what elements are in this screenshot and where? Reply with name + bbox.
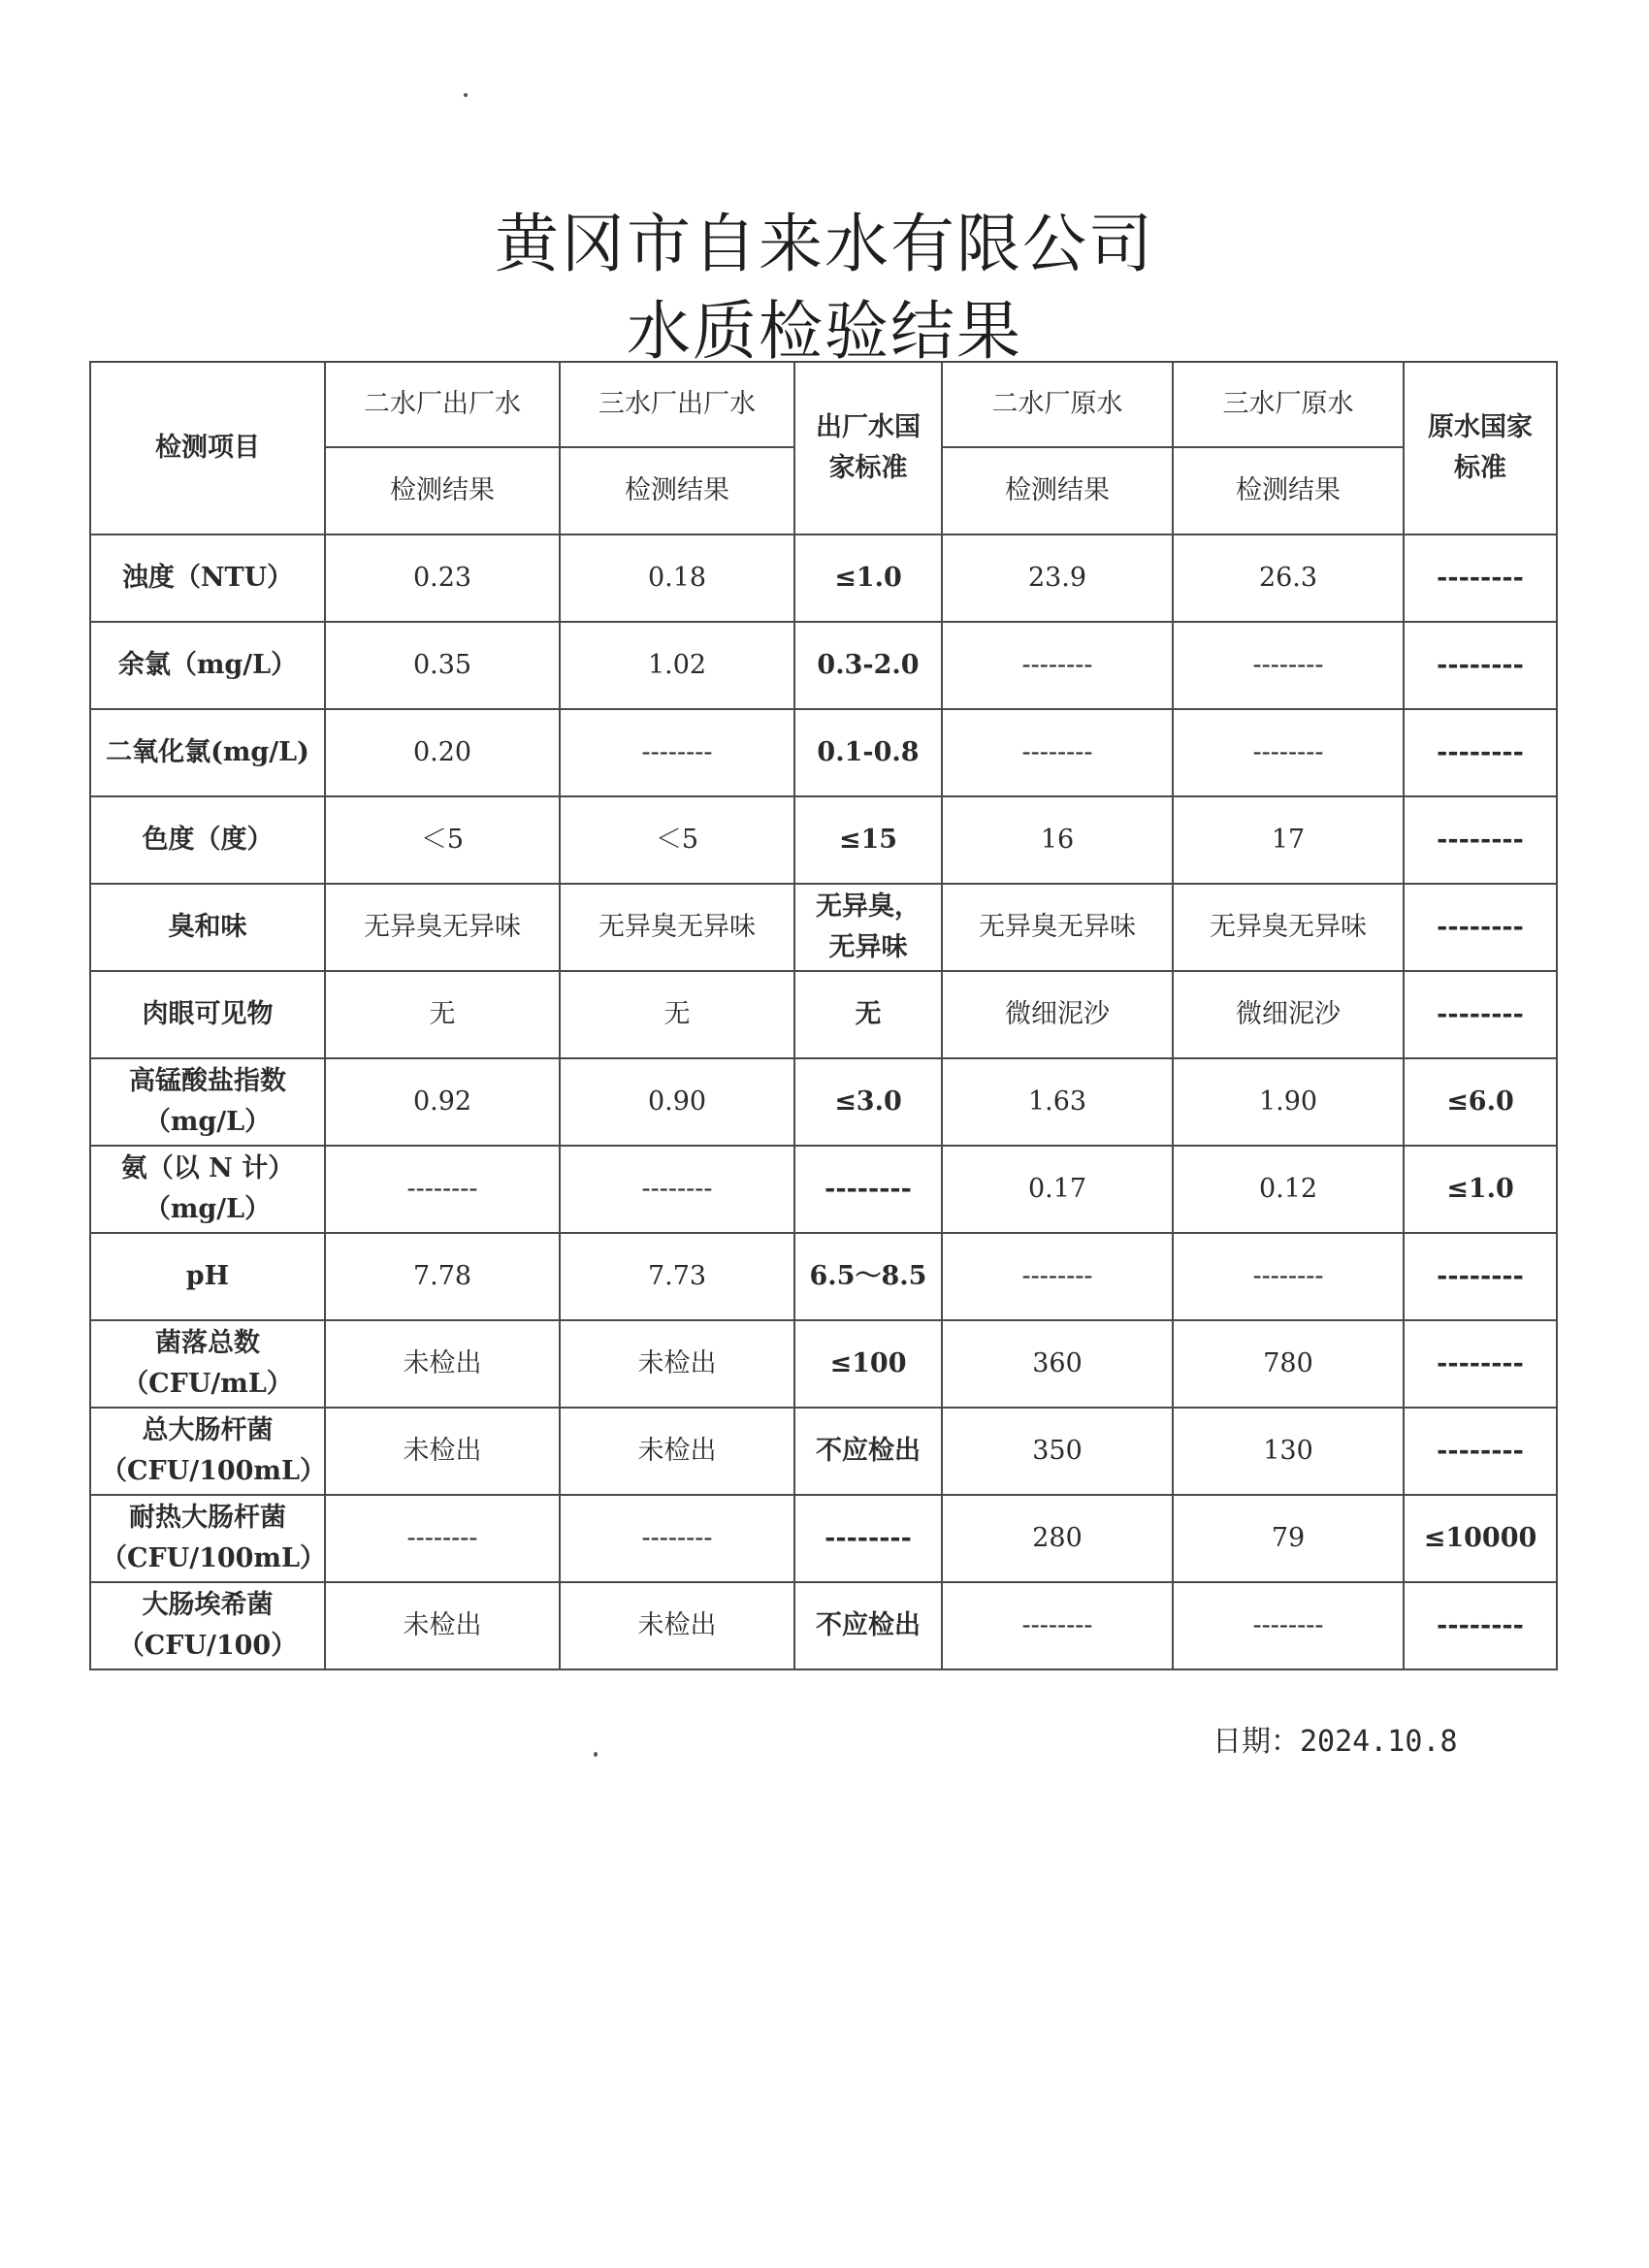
cell-raw-standard: -------- bbox=[1404, 622, 1557, 709]
row-item: 二氧化氯(mg/L) bbox=[90, 709, 325, 796]
cell-plant2-out: 0.20 bbox=[325, 709, 560, 796]
row-item: 高锰酸盐指数（mg/L） bbox=[90, 1058, 325, 1146]
cell-out-standard: 0.3-2.0 bbox=[794, 622, 942, 709]
cell-plant2-out: 未检出 bbox=[325, 1408, 560, 1495]
row-item: 氨（以 N 计）（mg/L） bbox=[90, 1146, 325, 1233]
cell-plant3-out: 无 bbox=[560, 971, 794, 1058]
cell-plant3-out: -------- bbox=[560, 709, 794, 796]
cell-plant3-raw: 79 bbox=[1173, 1495, 1404, 1582]
header-plant2-raw: 二水厂原水 bbox=[942, 362, 1173, 447]
date-value: 2024.10.8 bbox=[1300, 1725, 1458, 1759]
cell-plant2-raw: 280 bbox=[942, 1495, 1173, 1582]
cell-raw-standard: -------- bbox=[1404, 535, 1557, 622]
cell-raw-standard: ≤10000 bbox=[1404, 1495, 1557, 1582]
row-item: 大肠埃希菌（CFU/100） bbox=[90, 1582, 325, 1669]
row-item: 总大肠杆菌（CFU/100mL） bbox=[90, 1408, 325, 1495]
header-result: 检测结果 bbox=[325, 447, 560, 535]
cell-out-standard: 不应检出 bbox=[794, 1408, 942, 1495]
table-row bbox=[90, 796, 1557, 884]
cell-raw-standard: -------- bbox=[1404, 1320, 1557, 1408]
cell-plant3-raw: -------- bbox=[1173, 622, 1404, 709]
cell-plant2-out: 0.35 bbox=[325, 622, 560, 709]
cell-raw-standard: -------- bbox=[1404, 884, 1557, 971]
cell-plant2-raw: -------- bbox=[942, 709, 1173, 796]
cell-plant2-out: 无异臭无异味 bbox=[325, 884, 560, 971]
cell-plant2-raw: 0.17 bbox=[942, 1146, 1173, 1233]
row-item: 色度（度） bbox=[90, 796, 325, 884]
table-row bbox=[90, 1495, 1557, 1582]
cell-plant3-out: 未检出 bbox=[560, 1582, 794, 1669]
row-item: pH bbox=[90, 1233, 325, 1320]
header-result: 检测结果 bbox=[942, 447, 1173, 535]
cell-plant2-out: 未检出 bbox=[325, 1320, 560, 1408]
cell-plant3-out: 无异臭无异味 bbox=[560, 884, 794, 971]
cell-plant3-raw: 130 bbox=[1173, 1408, 1404, 1495]
cell-plant2-raw: 无异臭无异味 bbox=[942, 884, 1173, 971]
cell-plant2-raw: 360 bbox=[942, 1320, 1173, 1408]
header-result: 检测结果 bbox=[1173, 447, 1404, 535]
cell-plant3-out: -------- bbox=[560, 1495, 794, 1582]
cell-plant2-out: 7.78 bbox=[325, 1233, 560, 1320]
cell-plant3-out: 0.90 bbox=[560, 1058, 794, 1146]
cell-out-standard: 0.1-0.8 bbox=[794, 709, 942, 796]
cell-plant2-raw: 微细泥沙 bbox=[942, 971, 1173, 1058]
cell-raw-standard: -------- bbox=[1404, 1408, 1557, 1495]
header-raw-standard: 原水国家标准 bbox=[1404, 362, 1557, 535]
cell-plant3-raw: 26.3 bbox=[1173, 535, 1404, 622]
cell-raw-standard: -------- bbox=[1404, 1233, 1557, 1320]
table-row bbox=[90, 535, 1557, 622]
row-item: 浊度（NTU） bbox=[90, 535, 325, 622]
document-title-report: 水质检验结果 bbox=[627, 294, 1022, 369]
header-result: 检测结果 bbox=[560, 447, 794, 535]
cell-plant2-out: 0.92 bbox=[325, 1058, 560, 1146]
cell-plant3-out: 未检出 bbox=[560, 1320, 794, 1408]
cell-out-standard: 无异臭，无异味 bbox=[794, 884, 942, 971]
header-item: 检测项目 bbox=[90, 362, 325, 535]
header-plant3-raw: 三水厂原水 bbox=[1173, 362, 1404, 447]
scan-speck bbox=[464, 93, 468, 97]
cell-out-standard: ≤3.0 bbox=[794, 1058, 942, 1146]
cell-plant3-out: 1.02 bbox=[560, 622, 794, 709]
row-item: 耐热大肠杆菌（CFU/100mL） bbox=[90, 1495, 325, 1582]
cell-plant2-raw: 1.63 bbox=[942, 1058, 1173, 1146]
cell-raw-standard: ≤1.0 bbox=[1404, 1146, 1557, 1233]
cell-plant3-raw: 微细泥沙 bbox=[1173, 971, 1404, 1058]
table-row bbox=[90, 709, 1557, 796]
cell-raw-standard: -------- bbox=[1404, 709, 1557, 796]
cell-plant2-out: 0.23 bbox=[325, 535, 560, 622]
cell-plant2-raw: 350 bbox=[942, 1408, 1173, 1495]
cell-plant3-out: 未检出 bbox=[560, 1408, 794, 1495]
table-row bbox=[90, 622, 1557, 709]
cell-out-standard: 不应检出 bbox=[794, 1582, 942, 1669]
cell-out-standard: 无 bbox=[794, 971, 942, 1058]
cell-plant3-raw: -------- bbox=[1173, 709, 1404, 796]
cell-plant2-raw: -------- bbox=[942, 622, 1173, 709]
cell-plant2-raw: 23.9 bbox=[942, 535, 1173, 622]
cell-plant3-raw: -------- bbox=[1173, 1582, 1404, 1669]
cell-plant3-raw: 无异臭无异味 bbox=[1173, 884, 1404, 971]
cell-out-standard: 6.5～8.5 bbox=[794, 1233, 942, 1320]
cell-plant2-raw: 16 bbox=[942, 796, 1173, 884]
date-label: 日期： bbox=[1212, 1725, 1300, 1759]
cell-plant3-raw: -------- bbox=[1173, 1233, 1404, 1320]
cell-out-standard: ≤100 bbox=[794, 1320, 942, 1408]
cell-out-standard: ≤1.0 bbox=[794, 535, 942, 622]
table-row bbox=[90, 884, 1557, 971]
document-title-company: 黄冈市自来水有限公司 bbox=[495, 207, 1154, 281]
cell-plant2-out: ＜5 bbox=[325, 796, 560, 884]
water-quality-table bbox=[89, 361, 1558, 1670]
table-row bbox=[90, 971, 1557, 1058]
cell-plant3-out: 7.73 bbox=[560, 1233, 794, 1320]
cell-out-standard: -------- bbox=[794, 1146, 942, 1233]
scan-speck bbox=[594, 1752, 598, 1757]
cell-plant3-raw: 1.90 bbox=[1173, 1058, 1404, 1146]
row-item: 臭和味 bbox=[90, 884, 325, 971]
table-row bbox=[90, 1146, 1557, 1233]
row-item: 肉眼可见物 bbox=[90, 971, 325, 1058]
cell-plant2-out: 无 bbox=[325, 971, 560, 1058]
report-date bbox=[1212, 1717, 1458, 1760]
cell-out-standard: ≤15 bbox=[794, 796, 942, 884]
cell-raw-standard: -------- bbox=[1404, 971, 1557, 1058]
row-item: 菌落总数（CFU/mL） bbox=[90, 1320, 325, 1408]
cell-raw-standard: -------- bbox=[1404, 1582, 1557, 1669]
table-row bbox=[90, 1320, 1557, 1408]
header-plant2-out: 二水厂出厂水 bbox=[325, 362, 560, 447]
cell-plant2-out: -------- bbox=[325, 1146, 560, 1233]
table-row bbox=[90, 1408, 1557, 1495]
cell-plant3-out: -------- bbox=[560, 1146, 794, 1233]
cell-raw-standard: ≤6.0 bbox=[1404, 1058, 1557, 1146]
cell-plant3-raw: 17 bbox=[1173, 796, 1404, 884]
cell-plant2-raw: -------- bbox=[942, 1233, 1173, 1320]
cell-out-standard: -------- bbox=[794, 1495, 942, 1582]
row-item: 余氯（mg/L） bbox=[90, 622, 325, 709]
header-plant3-out: 三水厂出厂水 bbox=[560, 362, 794, 447]
cell-plant3-out: ＜5 bbox=[560, 796, 794, 884]
cell-plant2-out: 未检出 bbox=[325, 1582, 560, 1669]
cell-plant3-out: 0.18 bbox=[560, 535, 794, 622]
cell-plant2-raw: -------- bbox=[942, 1582, 1173, 1669]
cell-plant3-raw: 0.12 bbox=[1173, 1146, 1404, 1233]
header-out-standard: 出厂水国家标准 bbox=[794, 362, 942, 535]
table-row bbox=[90, 1582, 1557, 1669]
table-row bbox=[90, 1233, 1557, 1320]
cell-plant3-raw: 780 bbox=[1173, 1320, 1404, 1408]
table-row bbox=[90, 1058, 1557, 1146]
cell-plant2-out: -------- bbox=[325, 1495, 560, 1582]
cell-raw-standard: -------- bbox=[1404, 796, 1557, 884]
